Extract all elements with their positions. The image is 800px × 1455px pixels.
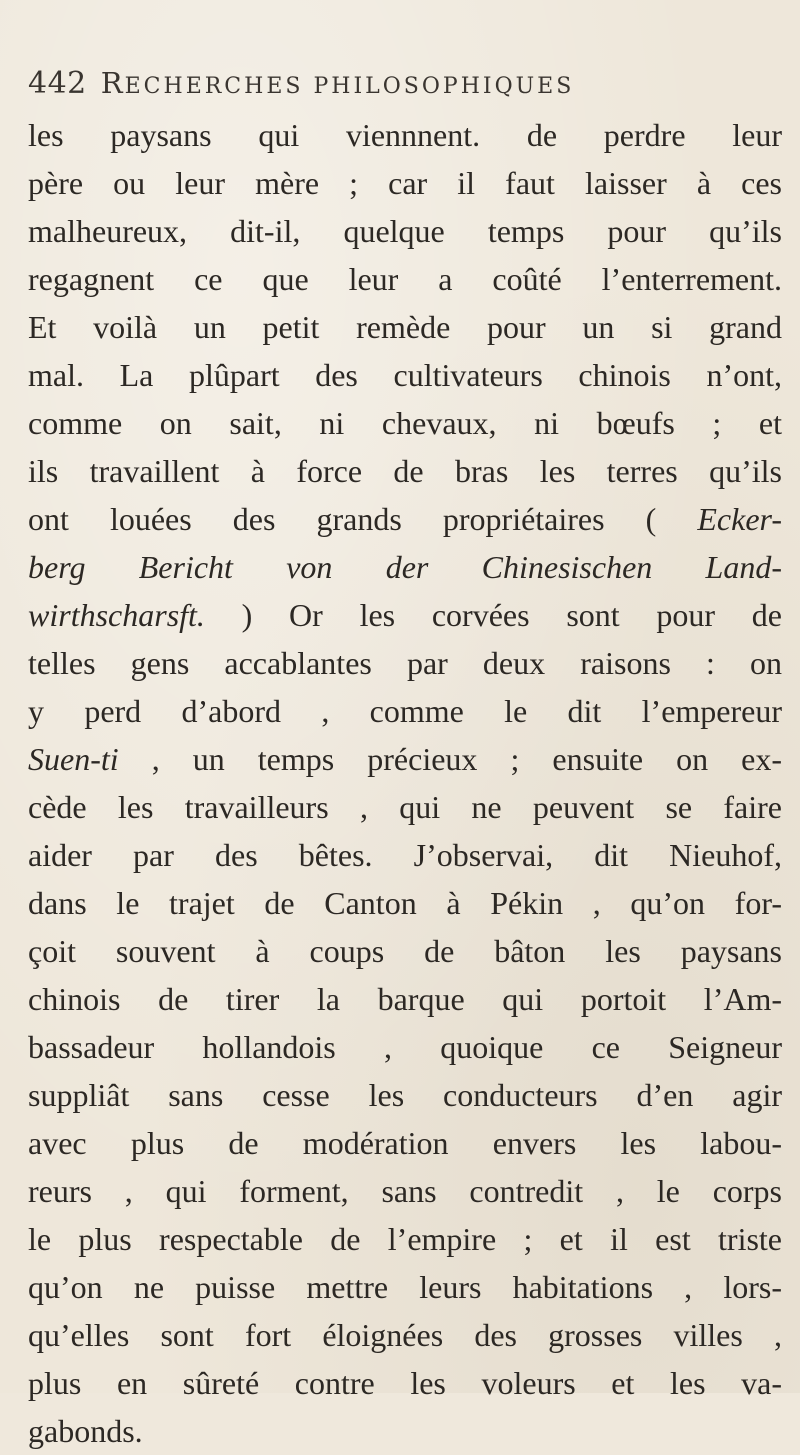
text-line bbox=[28, 1263, 782, 1311]
text-run: chinois de tirer la barque qui portoit l’Am- bbox=[28, 981, 782, 1017]
running-title bbox=[101, 66, 575, 100]
text-line bbox=[28, 399, 782, 447]
text-run: les paysans qui viennnent. de perdre leur bbox=[28, 117, 782, 153]
text-line bbox=[28, 447, 782, 495]
italic-run: Ecker- bbox=[697, 501, 782, 537]
text-line bbox=[28, 1167, 782, 1215]
page-header bbox=[28, 66, 588, 101]
text-run: père ou leur mère ; car il faut laisser à ces bbox=[28, 165, 782, 201]
text-line bbox=[28, 207, 782, 255]
text-line bbox=[28, 159, 782, 207]
italic-run: berg Bericht von der Chinesischen Land- bbox=[28, 549, 782, 585]
text-line bbox=[28, 303, 782, 351]
text-run: gabonds. bbox=[28, 1413, 143, 1449]
text-line bbox=[28, 1071, 782, 1119]
text-run: y perd d’abord , comme le dit l’empereur bbox=[28, 693, 782, 729]
text-run: suppliât sans cesse les conducteurs d’en agir bbox=[28, 1077, 782, 1113]
text-line bbox=[28, 543, 782, 591]
text-run: regagnent ce que leur a coûté l’enterrement. bbox=[28, 261, 782, 297]
italic-run: wirthscharsft. bbox=[28, 597, 205, 633]
text-run: qu’on ne puisse mettre leurs habitations , lors- bbox=[28, 1269, 782, 1305]
text-run: plus en sûreté contre les voleurs et les va- bbox=[28, 1365, 782, 1401]
text-line bbox=[28, 591, 782, 639]
text-line bbox=[28, 639, 782, 687]
body-text bbox=[28, 111, 782, 1455]
text-run: ils travaillent à force de bras les terres qu’ils bbox=[28, 453, 782, 489]
text-line bbox=[28, 1119, 782, 1167]
text-run: bassadeur hollandois , quoique ce Seigneur bbox=[28, 1029, 782, 1065]
page-number: 442 bbox=[28, 66, 87, 101]
text-run: aider par des bêtes. J’observai, dit Nieuhof, bbox=[28, 837, 782, 873]
text-run: cède les travailleurs , qui ne peuvent se faire bbox=[28, 789, 782, 825]
text-line bbox=[28, 1311, 782, 1359]
text-run: telles gens accablantes par deux raisons : on bbox=[28, 645, 782, 681]
text-line bbox=[28, 879, 782, 927]
text-run: ) Or les corvées sont pour de bbox=[204, 597, 782, 633]
text-run: mal. La plûpart des cultivateurs chinois n’ont, bbox=[28, 357, 782, 393]
text-run: , un temps précieux ; ensuite on ex- bbox=[118, 741, 782, 777]
text-run: qu’elles sont fort éloignées des grosses villes , bbox=[28, 1317, 782, 1353]
text-run: dans le trajet de Canton à Pékin , qu’on for- bbox=[28, 885, 782, 921]
text-run: comme on sait, ni chevaux, ni bœufs ; et bbox=[28, 405, 782, 441]
text-line bbox=[28, 1023, 782, 1071]
text-run: çoit souvent à coups de bâton les paysans bbox=[28, 933, 782, 969]
text-line bbox=[28, 1359, 782, 1407]
text-line bbox=[28, 735, 782, 783]
text-line bbox=[28, 495, 782, 543]
text-line bbox=[28, 927, 782, 975]
text-run: avec plus de modération envers les labou- bbox=[28, 1125, 782, 1161]
text-line bbox=[28, 687, 782, 735]
text-line bbox=[28, 831, 782, 879]
running-title-rest: ECHERCHES PHILOSOPHIQUES bbox=[124, 74, 575, 99]
text-run: Et voilà un petit remède pour un si grand bbox=[28, 309, 782, 345]
text-line bbox=[28, 255, 782, 303]
running-title-initial: R bbox=[100, 66, 125, 100]
text-line bbox=[28, 351, 782, 399]
italic-run: Suen-ti bbox=[28, 741, 119, 777]
text-line bbox=[28, 1407, 782, 1455]
text-line bbox=[28, 975, 782, 1023]
text-line bbox=[28, 111, 782, 159]
text-run: le plus respectable de l’empire ; et il est triste bbox=[28, 1221, 782, 1257]
text-line bbox=[28, 1215, 782, 1263]
text-run: malheureux, dit-il, quelque temps pour qu’ils bbox=[28, 213, 782, 249]
text-line bbox=[28, 783, 782, 831]
text-run: reurs , qui forment, sans contredit , le corps bbox=[28, 1173, 782, 1209]
text-run: ont louées des grands propriétaires ( bbox=[28, 501, 698, 537]
